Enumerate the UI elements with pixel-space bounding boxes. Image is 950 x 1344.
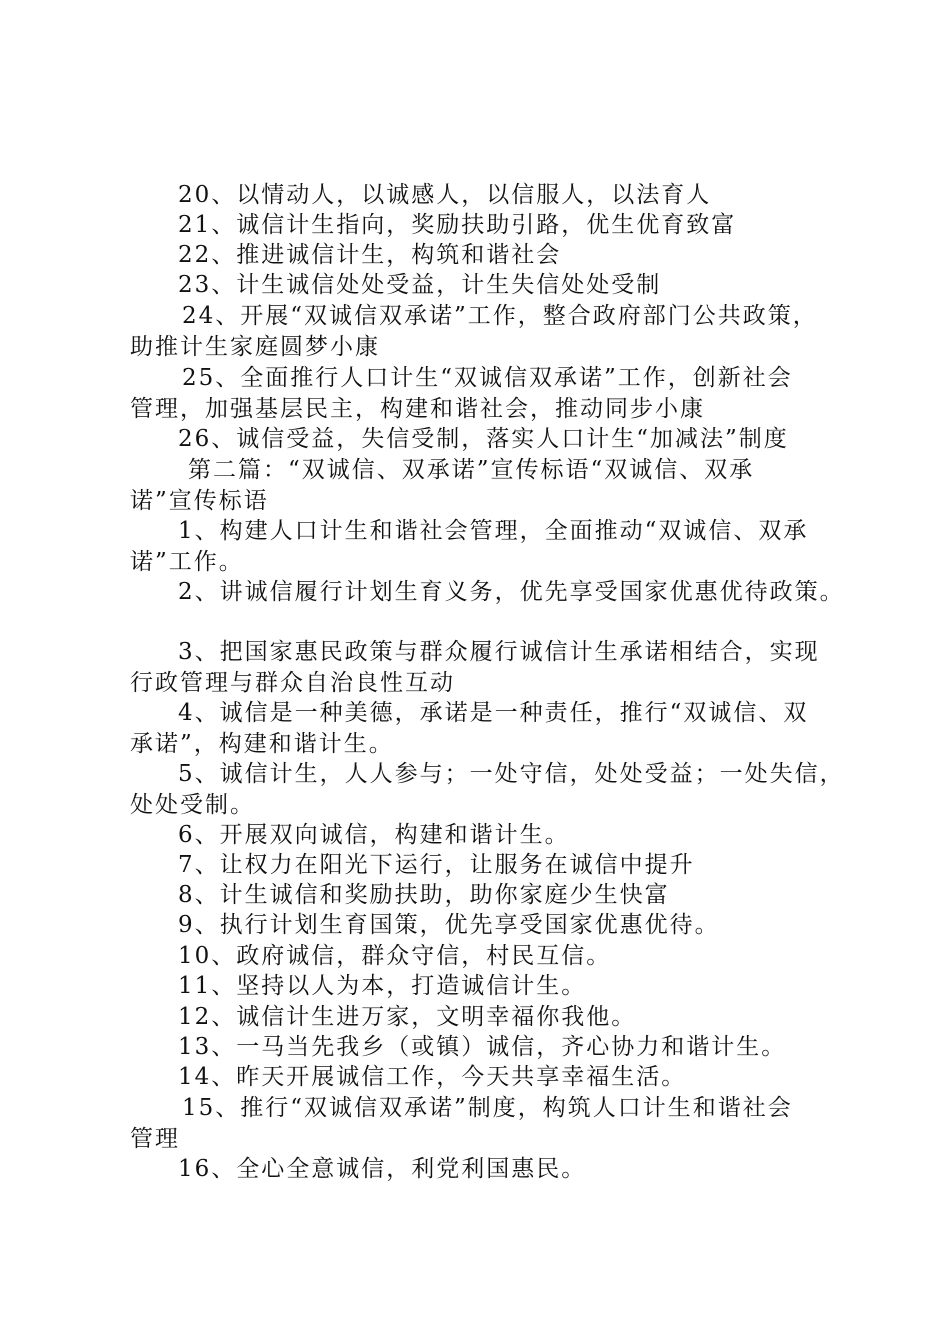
- text-line: 管理，加强基层民主，构建和谐社会，推动同步小康: [130, 396, 705, 422]
- paragraph: [130, 180, 850, 211]
- text-line: 助推计生家庭圆梦小康: [130, 334, 380, 360]
- text-line: 10、政府诚信，群众守信，村民互信。: [178, 943, 612, 969]
- paragraph: [130, 637, 850, 699]
- paragraph: [130, 424, 850, 455]
- paragraph: [130, 363, 850, 425]
- paragraph: [130, 971, 850, 1002]
- paragraph: [130, 516, 850, 578]
- text-line: 诺”工作。: [130, 549, 244, 575]
- text-line: 管理: [130, 1126, 180, 1152]
- paragraph: [130, 880, 850, 911]
- text-line: 行政管理与群众自治良性互动: [130, 670, 455, 696]
- text-line: 25、全面推行人口计生“双诚信双承诺”工作，创新社会: [182, 365, 793, 391]
- text-line: 6、开展双向诚信，构建和谐计生。: [178, 822, 570, 848]
- paragraph: [130, 1002, 850, 1033]
- text-line: 处处受制。: [130, 792, 255, 818]
- paragraph: [130, 301, 850, 363]
- text-line: 15、推行“双诚信双承诺”制度，构筑人口计生和谐社会: [182, 1095, 793, 1121]
- paragraph: [130, 850, 850, 881]
- paragraph: [130, 1154, 850, 1185]
- paragraph: [130, 1032, 850, 1063]
- text-line: 14、昨天开展诚信工作，今天共享幸福生活。: [178, 1064, 687, 1090]
- text-line: 21、诚信计生指向，奖励扶助引路，优生优育致富: [178, 212, 737, 238]
- text-line: 22、推进诚信计生，构筑和谐社会: [178, 242, 562, 268]
- text-line: 12、诚信计生进万家，文明幸福你我他。: [178, 1004, 637, 1030]
- text-line: 4、诚信是一种美德，承诺是一种责任，推行“双诚信、双: [178, 700, 809, 726]
- paragraph: [130, 820, 850, 851]
- text-line: 24、开展“双诚信双承诺”工作，整合政府部门公共政策，: [182, 303, 818, 329]
- text-line: 承诺”，构建和谐计生。: [130, 731, 394, 757]
- text-line: 3、把国家惠民政策与群众履行诚信计生承诺相结合，实现: [178, 639, 820, 665]
- paragraph: [130, 210, 850, 241]
- text-line: 16、全心全意诚信，利党利国惠民。: [178, 1156, 587, 1182]
- paragraph: [130, 240, 850, 271]
- text-line: 第二篇：“双诚信、双承诺”宣传标语“双诚信、双承: [188, 457, 755, 483]
- text-line: 9、执行计划生育国策，优先享受国家优惠优待。: [178, 912, 720, 938]
- text-line: 1、构建人口计生和谐社会管理，全面推动“双诚信、双承: [178, 518, 809, 544]
- text-line: 7、让权力在阳光下运行，让服务在诚信中提升: [178, 852, 695, 878]
- paragraph: [130, 455, 850, 517]
- text-line: 26、诚信受益，失信受制，落实人口计生“加减法”制度: [178, 426, 789, 452]
- paragraph: [130, 759, 850, 821]
- text-line: 11、坚持以人为本，打造诚信计生。: [178, 973, 587, 999]
- paragraph: [130, 270, 850, 301]
- text-line: 23、计生诚信处处受益，计生失信处处受制: [178, 272, 662, 298]
- paragraph: [130, 910, 850, 941]
- text-line: 诺”宣传标语: [130, 488, 269, 514]
- text-line: 2、讲诚信履行计划生育义务，优先享受国家优惠优待政策。: [178, 579, 845, 605]
- text-line: 5、诚信计生，人人参与；一处守信，处处受益；一处失信，: [178, 761, 845, 787]
- paragraph: [130, 698, 850, 760]
- paragraph: [130, 941, 850, 972]
- paragraph: [130, 1062, 850, 1093]
- text-line: 8、计生诚信和奖励扶助，助你家庭少生快富: [178, 882, 670, 908]
- text-line: 20、以情动人，以诚感人，以信服人，以法育人: [178, 182, 712, 208]
- paragraph: [130, 1093, 850, 1155]
- text-line: 13、一马当先我乡（或镇）诚信，齐心协力和谐计生。: [178, 1034, 787, 1060]
- paragraph: [130, 577, 850, 608]
